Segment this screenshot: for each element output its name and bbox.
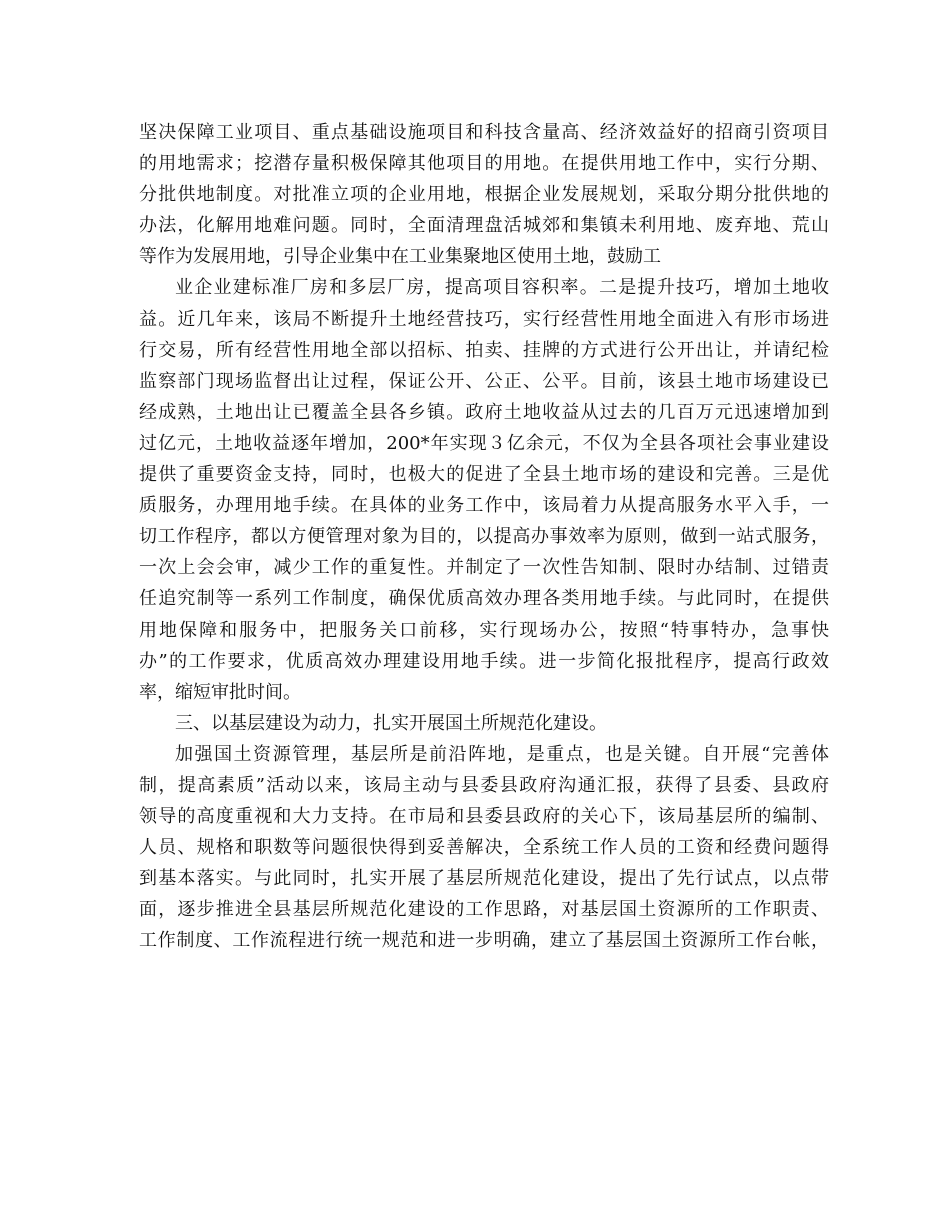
text-line: 质服务，办理用地手续。在具体的业务工作中，该局着力从提高服务水平入手，一 — [139, 495, 829, 517]
text-line: 办”的工作要求，优质高效办理建设用地手续。进一步简化报批程序，提高行政效 — [139, 650, 829, 672]
text-line: 工作制度、工作流程进行统一规范和进一步明确，建立了基层国土资源所工作台帐， — [139, 930, 829, 952]
text-line: 领导的高度重视和大力支持。在市局和县委县政府的关心下，该局基层所的编制、 — [139, 806, 829, 828]
section-heading: 三、以基层建设为动力，扎实开展国土所规范化建设。 — [175, 712, 607, 734]
text-line: 经成熟，土地出让已覆盖全县各乡镇。政府土地收益从过去的几百万元迅速增加到 — [139, 401, 829, 423]
text-line: 等作为发展用地，引导企业集中在工业集聚地区使用土地，鼓励工 — [139, 246, 661, 268]
text-line: 益。近几年来，该局不断提升土地经营技巧，实行经营性用地全面进入有形市场进 — [139, 308, 829, 330]
text-line: 一次上会会审，减少工作的重复性。并制定了一次性告知制、限时办结制、过错责 — [139, 557, 829, 579]
text-line: 任追究制等一系列工作制度，确保优质高效办理各类用地手续。与此同时，在提供 — [139, 588, 829, 610]
text-line: 率，缩短审批时间。 — [139, 681, 301, 703]
text-line: 分批供地制度。对批准立项的企业用地，根据企业发展规划，采取分期分批供地的 — [139, 184, 829, 206]
text-line: 面，逐步推进全县基层所规范化建设的工作思路，对基层国土资源所的工作职责、 — [139, 899, 829, 921]
paragraph-start-line: 加强国土资源管理，基层所是前沿阵地，是重点，也是关键。自开展“完善体 — [175, 743, 829, 765]
text-line: 监察部门现场监督出让过程，保证公开、公正、公平。目前，该县土地市场建设已 — [139, 370, 829, 392]
text-line: 过亿元，土地收益逐年增加，200*年实现３亿余元，不仅为全县各项社会事业建设 — [139, 432, 829, 454]
paragraph-start-line: 业企业建标准厂房和多层厂房，提高项目容积率。二是提升技巧，增加土地收 — [175, 277, 829, 299]
text-line: 提供了重要资金支持，同时，也极大的促进了全县土地市场的建设和完善。三是优 — [139, 464, 829, 486]
text-line: 办法，化解用地难问题。同时，全面清理盘活城郊和集镇未利用地、废弃地、荒山 — [139, 215, 829, 237]
text-line: 行交易，所有经营性用地全部以招标、拍卖、挂牌的方式进行公开出让，并请纪检 — [139, 339, 829, 361]
text-line: 制，提高素质”活动以来，该局主动与县委县政府沟通汇报，获得了县委、县政府 — [139, 774, 829, 796]
text-line: 人员、规格和职数等问题很快得到妥善解决，全系统工作人员的工资和经费问题得 — [139, 837, 829, 859]
text-line: 到基本落实。与此同时，扎实开展了基层所规范化建设，提出了先行试点，以点带 — [139, 868, 829, 890]
text-line: 切工作程序，都以方便管理对象为目的，以提高办事效率为原则，做到一站式服务， — [139, 526, 829, 548]
text-line: 用地保障和服务中，把服务关口前移，实行现场办公，按照“特事特办，急事快 — [139, 619, 829, 641]
text-line: 坚决保障工业项目、重点基础设施项目和科技含量高、经济效益好的招商引资项目 — [139, 122, 829, 143]
text-line: 的用地需求；挖潜存量积极保障其他项目的用地。在提供用地工作中，实行分期、 — [139, 153, 829, 175]
document-body — [139, 117, 829, 957]
